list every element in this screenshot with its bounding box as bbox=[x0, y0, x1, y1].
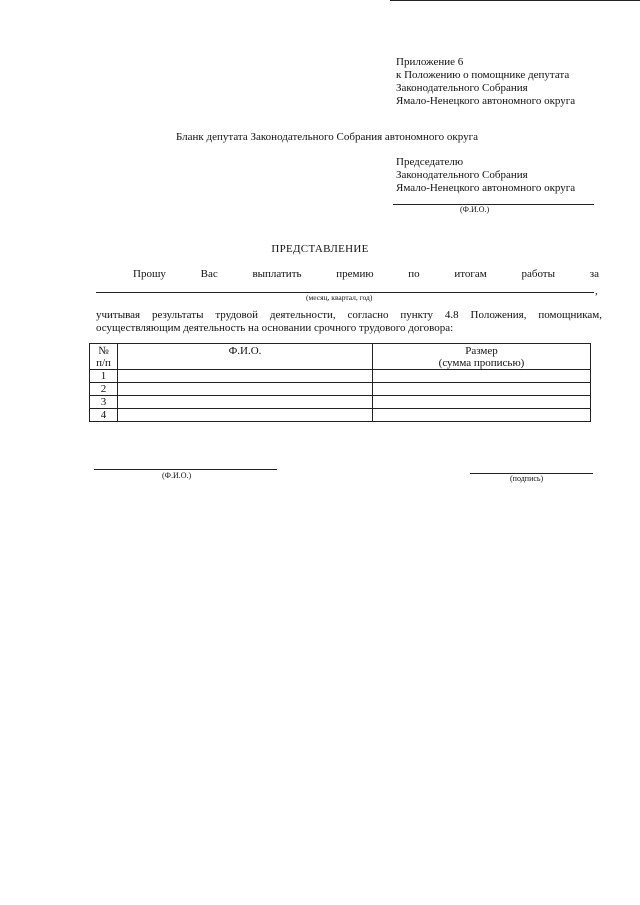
table-row bbox=[90, 409, 591, 422]
appendix-line-4: Ямало-Ненецкого автономного округа bbox=[396, 95, 576, 107]
appendix-line-2: к Положению о помощнике депутата bbox=[396, 69, 570, 81]
row-fio-cell[interactable] bbox=[118, 370, 373, 383]
row-number: 2 bbox=[90, 383, 118, 396]
period-comma: , bbox=[595, 285, 598, 297]
addressee-line-3: Ямало-Ненецкого автономного округа bbox=[396, 182, 576, 194]
row-fio-cell[interactable] bbox=[118, 409, 373, 422]
appendix-block bbox=[396, 56, 575, 108]
header-size bbox=[373, 344, 591, 370]
appendix-line-1: Приложение 6 bbox=[396, 56, 464, 68]
appendix-line-3: Законодательного Собрания bbox=[396, 82, 528, 94]
addressee-block bbox=[396, 156, 575, 195]
row-number: 4 bbox=[90, 409, 118, 422]
signer-fio-line[interactable] bbox=[94, 469, 277, 470]
addressee-fio-caption: (Ф.И.О.) bbox=[460, 205, 490, 214]
row-size-cell[interactable] bbox=[373, 370, 591, 383]
row-fio-cell[interactable] bbox=[118, 396, 373, 409]
header-fio: Ф.И.О. bbox=[118, 344, 373, 370]
table-row bbox=[90, 370, 591, 383]
request-word: премию bbox=[336, 268, 374, 280]
table-row bbox=[90, 396, 591, 409]
request-line bbox=[133, 268, 599, 280]
row-size-cell[interactable] bbox=[373, 396, 591, 409]
request-word: Вас bbox=[200, 268, 218, 280]
signer-fio-caption: (Ф.И.О.) bbox=[162, 471, 192, 480]
document-title: ПРЕДСТАВЛЕНИЕ bbox=[271, 243, 369, 255]
row-number: 1 bbox=[90, 370, 118, 383]
row-size-cell[interactable] bbox=[373, 409, 591, 422]
bonus-table bbox=[89, 343, 591, 422]
period-caption: (месяц, квартал, год) bbox=[306, 293, 373, 302]
request-word: выплатить bbox=[252, 268, 302, 280]
row-number: 3 bbox=[90, 396, 118, 409]
table-header-row bbox=[90, 344, 591, 370]
request-word: Прошу bbox=[133, 268, 166, 280]
addressee-fio-line[interactable] bbox=[393, 204, 594, 205]
header-size-line-2: (сумма прописью) bbox=[438, 357, 525, 369]
row-fio-cell[interactable] bbox=[118, 383, 373, 396]
request-word: за bbox=[589, 268, 599, 280]
header-number-line-2: п/п bbox=[96, 357, 111, 369]
signature-caption: (подпись) bbox=[510, 474, 544, 483]
header-number-line-1: № bbox=[98, 345, 109, 357]
body-paragraph: учитывая результаты трудовой деятельности, согласно пункту 4.8 Положения, помощникам, осуществляющим деятельность на основании срочного трудового договора: bbox=[96, 309, 602, 334]
addressee-line-2: Законодательного Собрания bbox=[396, 169, 528, 181]
request-word: по bbox=[408, 268, 420, 280]
request-word: итогам bbox=[454, 268, 487, 280]
addressee-line-1: Председателю bbox=[396, 156, 464, 168]
header-number bbox=[90, 344, 118, 370]
blank-title: Бланк депутата Законодательного Собрания автономного округа bbox=[176, 131, 478, 143]
table-row bbox=[90, 383, 591, 396]
row-size-cell[interactable] bbox=[373, 383, 591, 396]
request-word: работы bbox=[521, 268, 556, 280]
top-edge-line bbox=[390, 0, 640, 1]
header-size-line-1: Размер bbox=[465, 345, 498, 357]
